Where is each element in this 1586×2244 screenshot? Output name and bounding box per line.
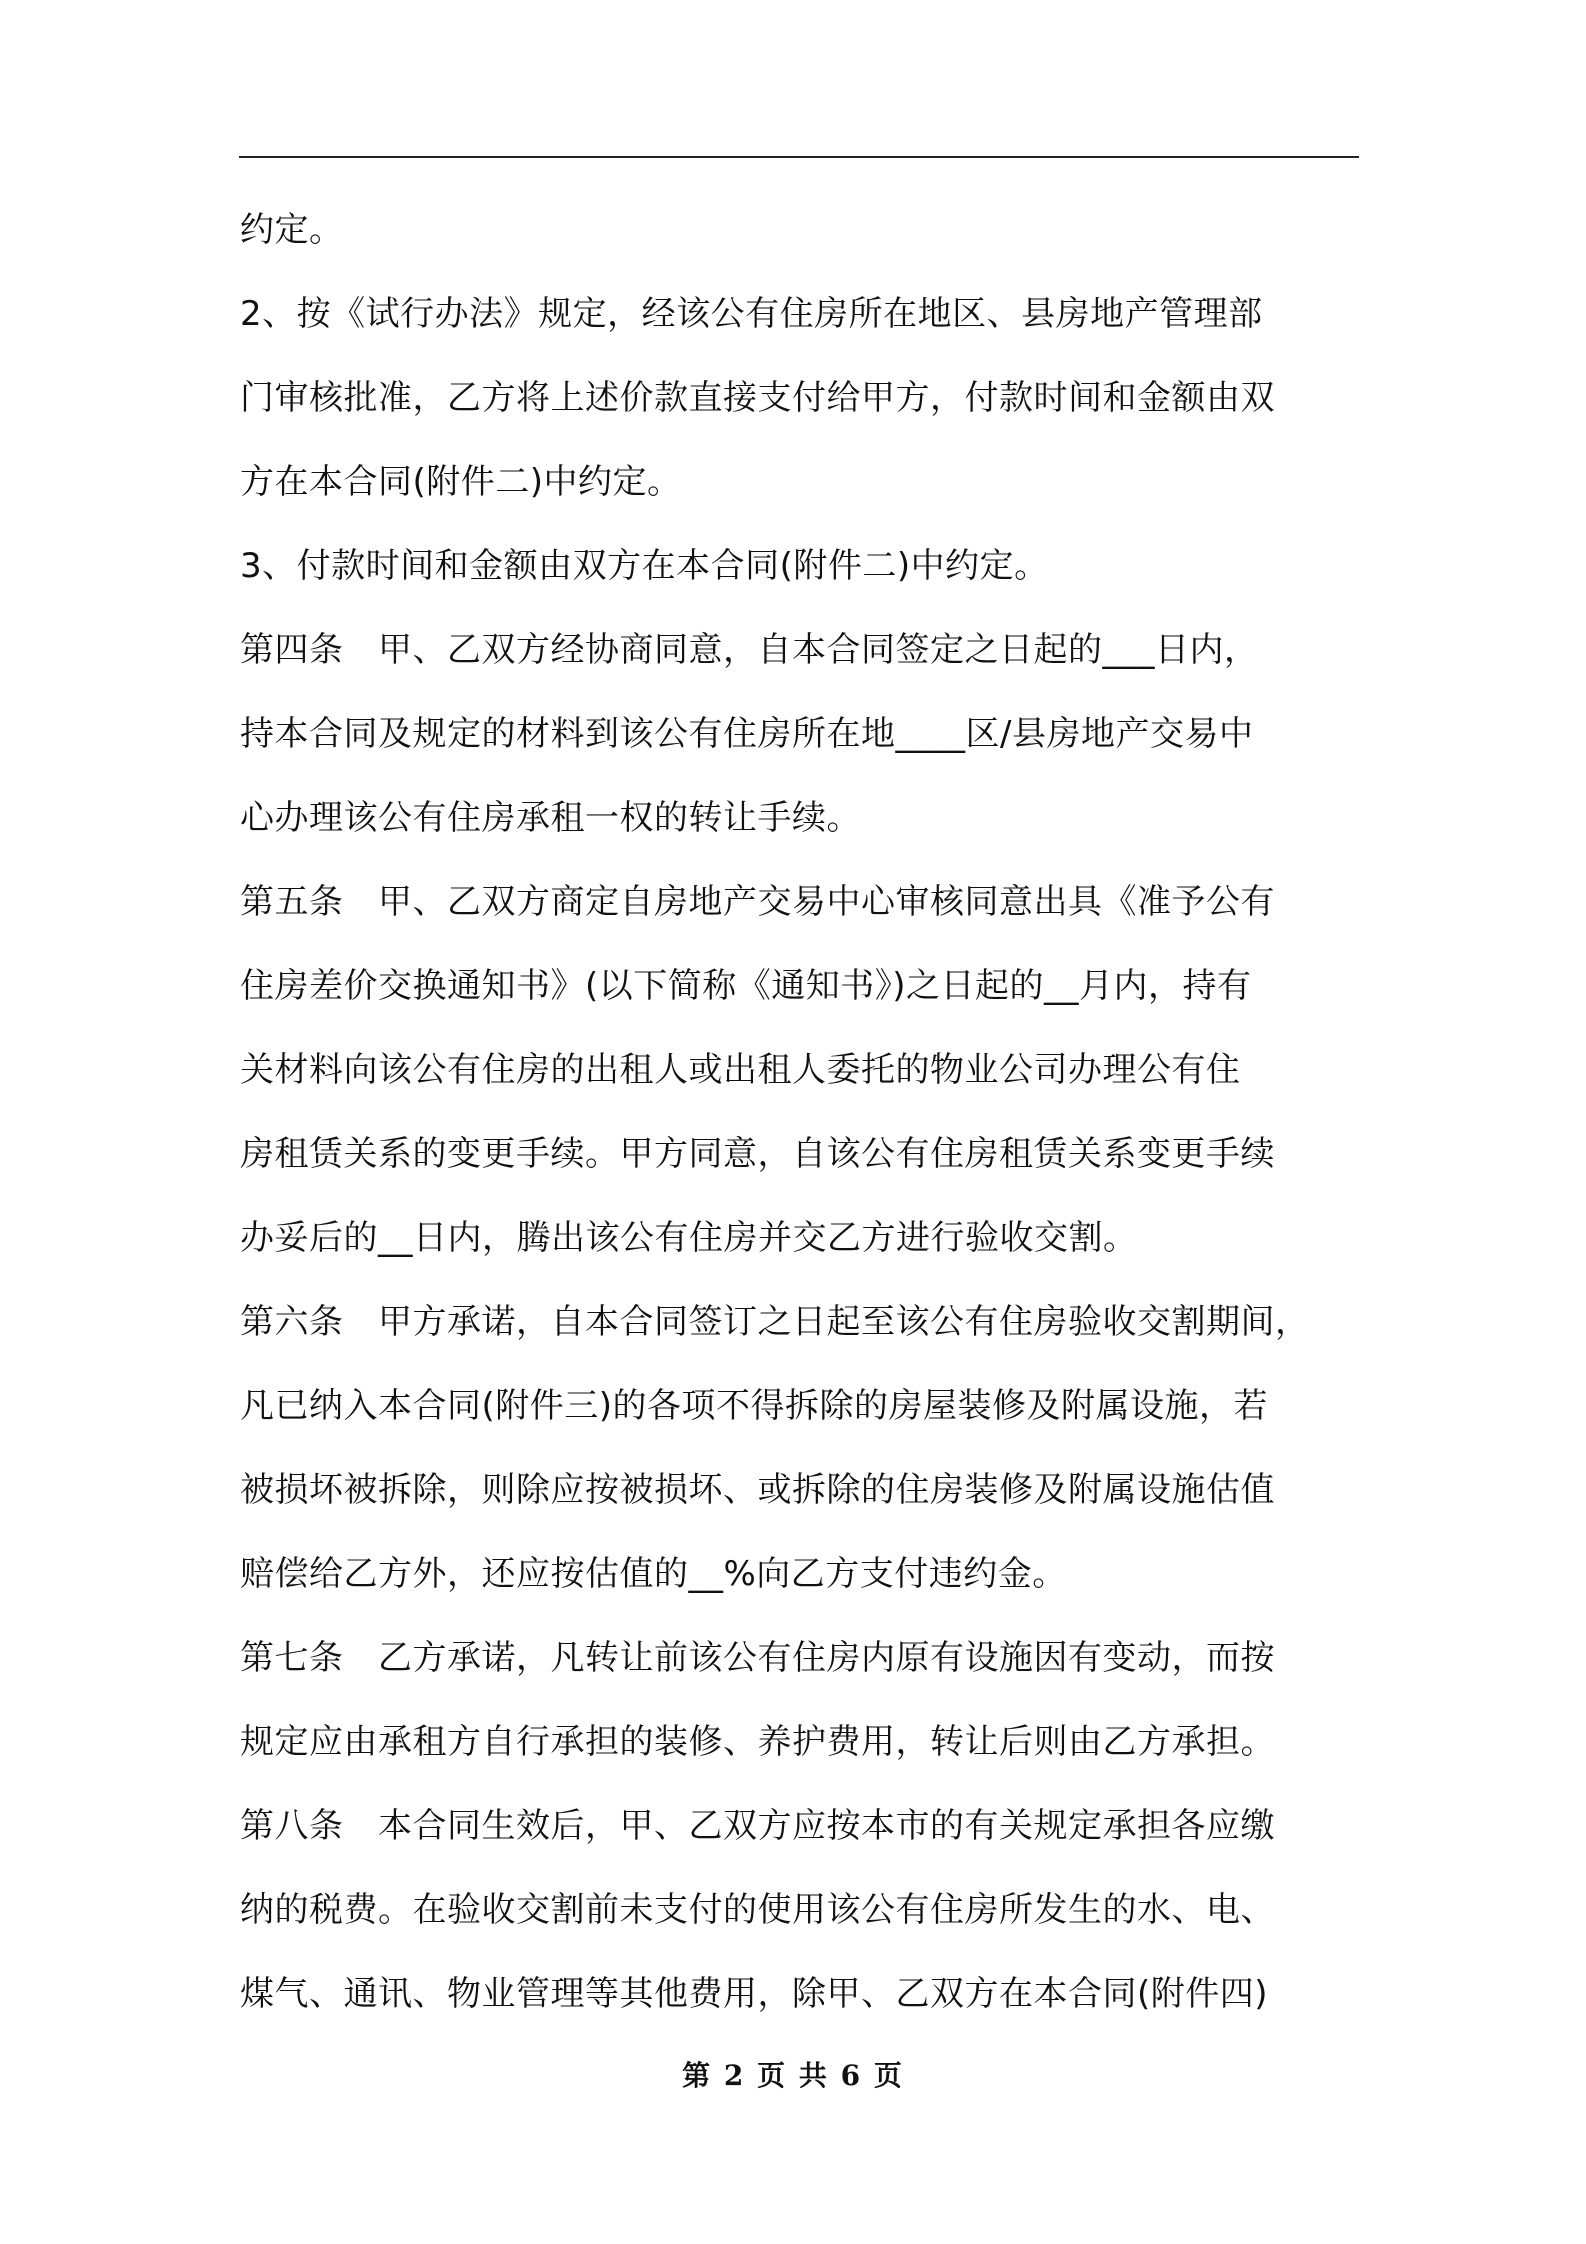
- text-line: 门审核批准，乙方将上述价款直接支付给甲方，付款时间和金额由双: [240, 378, 1275, 418]
- text-line: 纳的税费。在验收交割前未支付的使用该公有住房所发生的水、电、: [240, 1890, 1275, 1930]
- text-line: 3、付款时间和金额由双方在本合同(附件二)中约定。: [240, 546, 1049, 586]
- text-line: 约定。: [240, 210, 344, 250]
- text-line: 第四条 甲、乙双方经协商同意，自本合同签定之日起的___日内，: [240, 630, 1259, 670]
- text-line: 办妥后的__日内，腾出该公有住房并交乙方进行验收交割。: [240, 1218, 1138, 1258]
- document-body: [240, 198, 1370, 2046]
- text-line: 规定应由承租方自行承担的装修、养护费用，转让后则由乙方承担。: [240, 1722, 1275, 1762]
- text-line: 被损坏被拆除，则除应按被损坏、或拆除的住房装修及附属设施估值: [240, 1470, 1275, 1510]
- text-line: 赔偿给乙方外，还应按估值的__%向乙方支付违约金。: [240, 1554, 1067, 1594]
- text-line: 第五条 甲、乙双方商定自房地产交易中心审核同意出具《准予公有: [240, 882, 1275, 922]
- text-line: 持本合同及规定的材料到该公有住房所在地____区/县房地产交易中: [240, 714, 1254, 754]
- header-rule: [239, 156, 1359, 158]
- text-line: 凡已纳入本合同(附件三)的各项不得拆除的房屋装修及附属设施，若: [240, 1386, 1269, 1426]
- text-line: 方在本合同(附件二)中约定。: [240, 462, 682, 502]
- text-line: 住房差价交换通知书》(以下简称《通知书》)之日起的__月内，持有: [240, 966, 1252, 1006]
- text-line: 第八条 本合同生效后，甲、乙双方应按本市的有关规定承担各应缴: [240, 1806, 1275, 1846]
- text-line: 2、按《试行办法》规定，经该公有住房所在地区、县房地产管理部: [240, 294, 1263, 334]
- text-line: 第七条 乙方承诺，凡转让前该公有住房内原有设施因有变动，而按: [240, 1638, 1275, 1678]
- text-line: 心办理该公有住房承租一权的转让手续。: [240, 798, 861, 838]
- text-line: 第六条 甲方承诺，自本合同签订之日起至该公有住房验收交割期间，: [240, 1302, 1310, 1342]
- page-number-footer: 第 2 页 共 6 页: [682, 2059, 904, 2092]
- text-line: 煤气、通讯、物业管理等其他费用，除甲、乙双方在本合同(附件四): [240, 1974, 1269, 2014]
- text-line: 房租赁关系的变更手续。甲方同意，自该公有住房租赁关系变更手续: [240, 1134, 1275, 1174]
- text-line: 关材料向该公有住房的出租人或出租人委托的物业公司办理公有住: [240, 1050, 1241, 1090]
